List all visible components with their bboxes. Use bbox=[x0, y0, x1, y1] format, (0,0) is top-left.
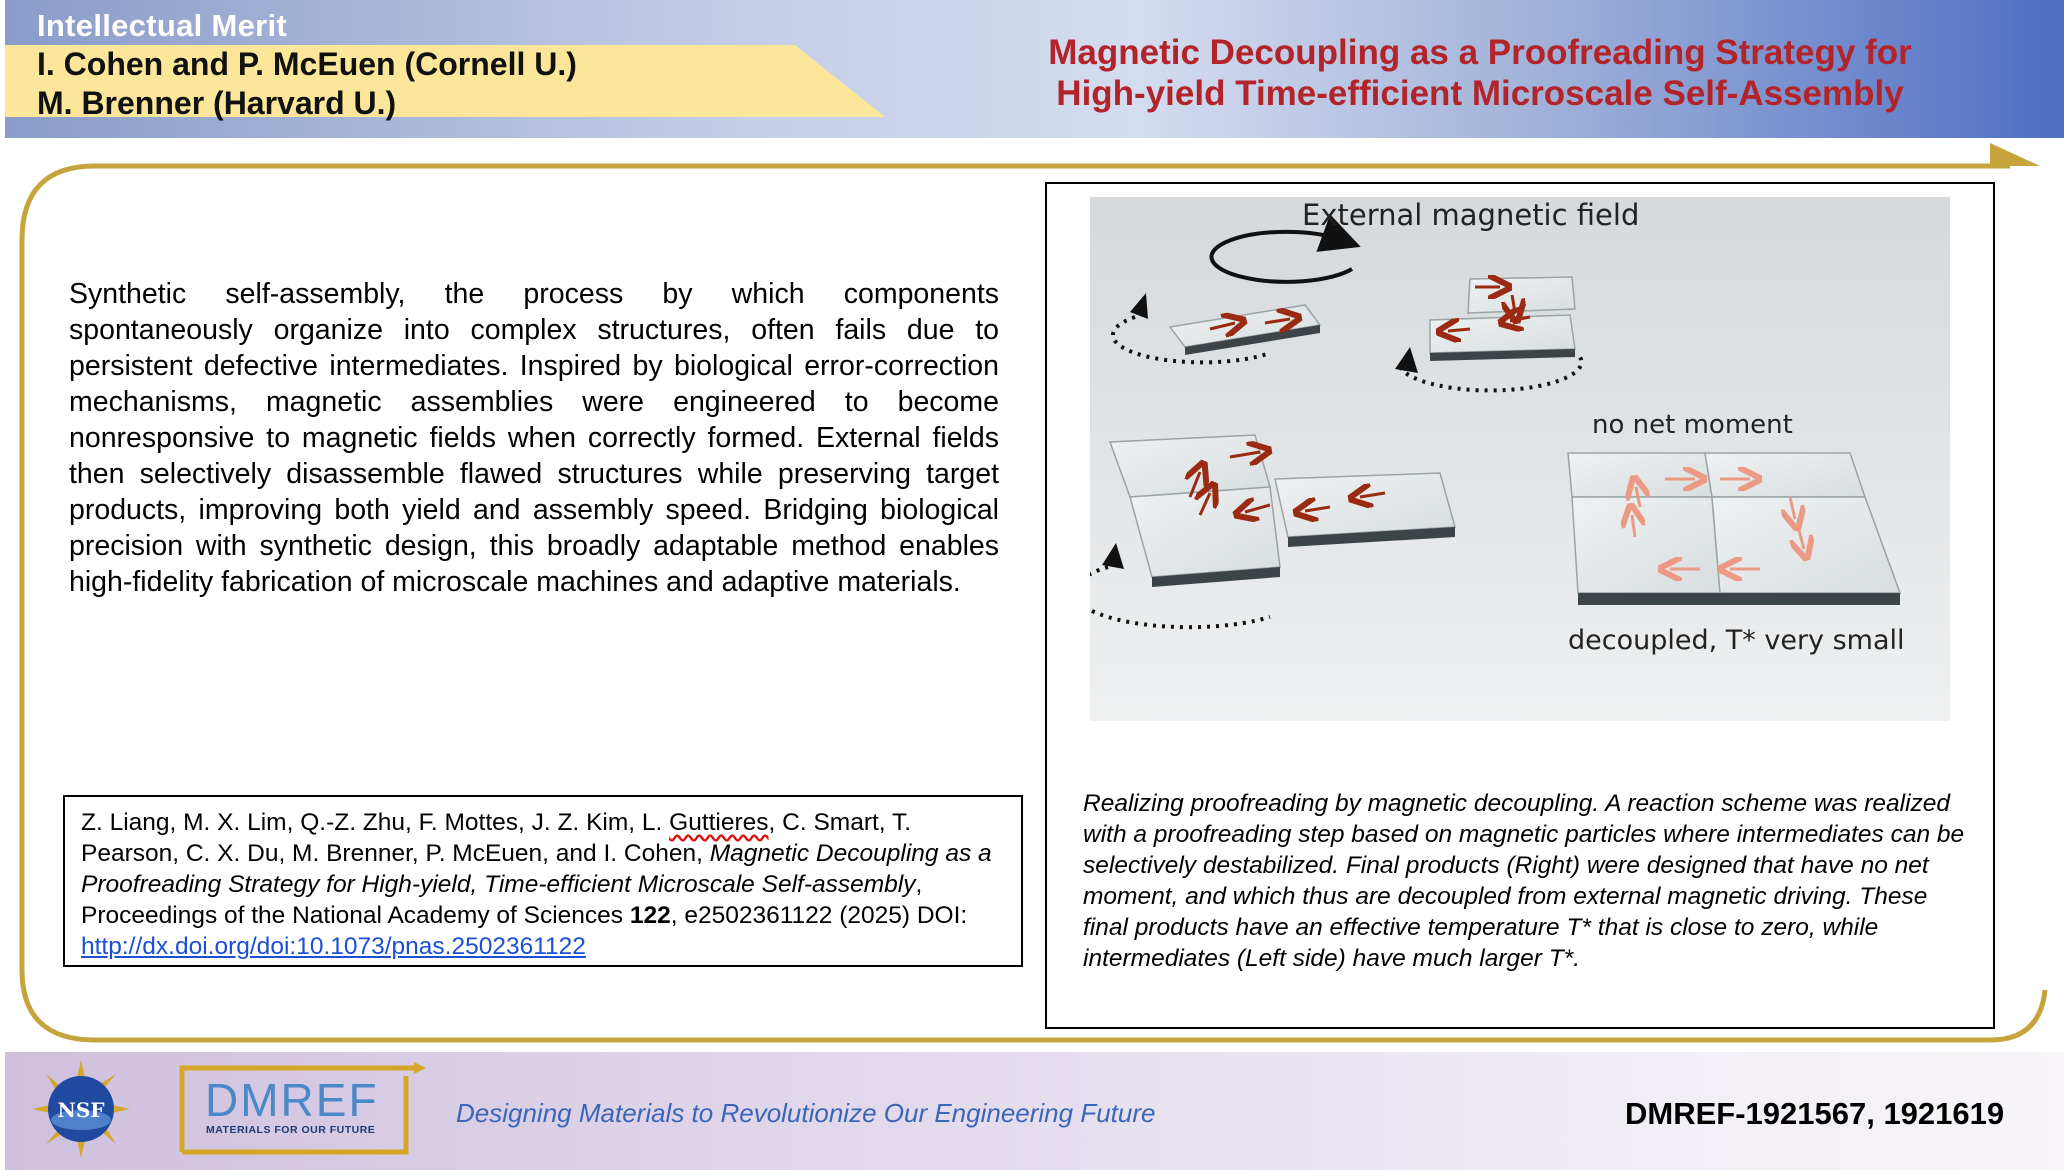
frame-arrowhead bbox=[1990, 143, 2040, 166]
tile-quad bbox=[1568, 453, 1900, 605]
nsf-logo-text: NSF bbox=[57, 1098, 105, 1122]
footer-tagline: Designing Materials to Revolutionize Our Engineering Future bbox=[456, 1098, 1156, 1128]
label-decoupled: decoupled, T* very small bbox=[1568, 625, 1905, 656]
section-label: Intellectual Merit bbox=[37, 8, 288, 43]
citation-box bbox=[63, 795, 1023, 967]
nsf-logo-icon bbox=[30, 1058, 132, 1160]
authors-line-1: I. Cohen and P. McEuen (Cornell U.) bbox=[37, 46, 577, 82]
citation-pages: , e2502361122 (2025) DOI: bbox=[670, 902, 968, 929]
dmref-logo-subtitle: MATERIALS FOR OUR FUTURE bbox=[206, 1124, 376, 1136]
authors-line-2: M. Brenner (Harvard U.) bbox=[37, 85, 397, 121]
slide-title-line-1: Magnetic Decoupling as a Proofreading Strategy for bbox=[1048, 33, 1912, 72]
citation-authors-a: Z. Liang, M. X. Lim, Q.-Z. Zhu, F. Mottes, J. Z. Kim, L. bbox=[81, 809, 670, 836]
dmref-logo-text: DMREF bbox=[205, 1074, 379, 1126]
citation-journal: , Proceedings of the National Academy of Sciences bbox=[81, 871, 923, 929]
grant-number: DMREF-1921567, 1921619 bbox=[1625, 1096, 2005, 1131]
label-external-field: External magnetic field bbox=[1302, 198, 1640, 232]
citation-volume: 122 bbox=[629, 902, 671, 929]
slide-title-line-2: High-yield Time-efficient Microscale Self-Assembly bbox=[1056, 74, 1904, 113]
citation-article-title: Magnetic Decoupling as a Proofreading Strategy for High-yield, Time-efficient Microscale Self-assembly bbox=[81, 840, 992, 898]
citation-authors-b: , C. Smart, T. Pearson, C. X. Du, M. Brenner, P. McEuen, and I. Cohen, bbox=[81, 809, 912, 867]
label-no-net-moment: no net moment bbox=[1592, 410, 1793, 440]
figure-caption: Realizing proofreading by magnetic decoupling. A reaction scheme was realized with a proofreading step based on magnetic particles where intermediates can be selectively destabilized. Final products (Right) were designed that have no net moment, and which thus are decoupled from external magnetic driving. These final products have an effective temperature T* that is close to zero, while intermediates (Left side) have much larger T*. bbox=[1083, 790, 1965, 972]
body-paragraph: Synthetic self-assembly, the process by which components spontaneously organize into complex structures, often fails due to persistent defective intermediates. Inspired by biological error-correction mechanisms, magnetic assemblies were engineered to become nonresponsive to magnetic fields when correctly formed. External fields then selectively disassemble flawed structures while preserving target products, improving both yield and assembly speed. Bridging biological precision with synthetic design, this broadly adaptable method enables high-fidelity fabrication of microscale machines and adaptive materials. bbox=[69, 278, 999, 598]
citation-author-flagged: Guttieres bbox=[669, 809, 769, 836]
citation-doi-link[interactable]: http://dx.doi.org/doi:10.1073/pnas.2502361122 bbox=[81, 933, 586, 960]
figure-illustration bbox=[1090, 197, 1950, 721]
